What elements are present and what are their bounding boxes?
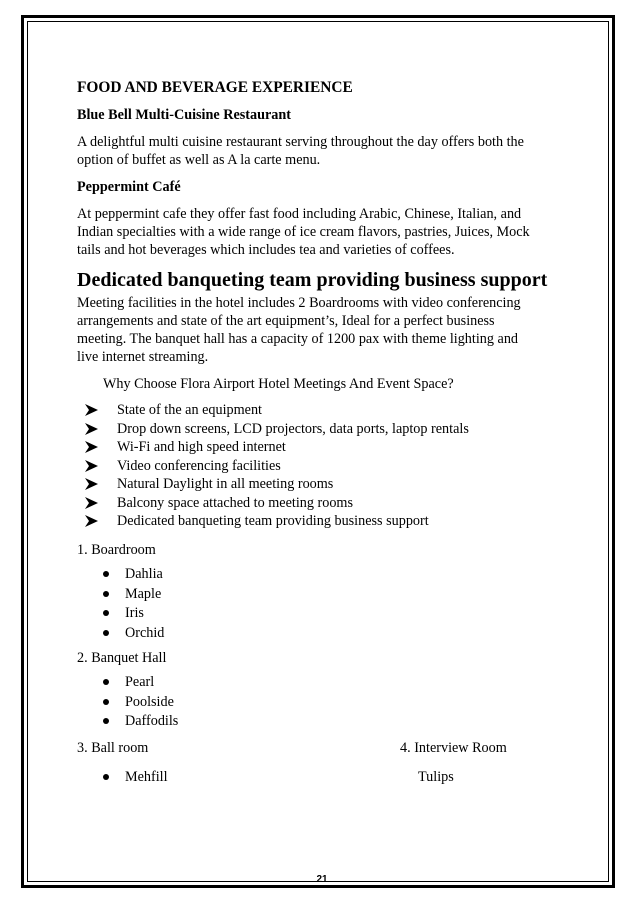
bullet-dot-icon [103,610,109,616]
arrow-bullet-icon [85,478,99,490]
text-line: meeting. The banquet hall has a capacity of 1200 pax with theme lighting and [77,331,519,347]
feature-text: Drop down screens, LCD projectors, data ports, laptop rentals [117,420,469,437]
list-item [77,420,557,439]
interview-room-item: Tulips [418,768,454,785]
boardroom-list [77,565,557,643]
ballroom-list [77,767,400,787]
list-item [77,584,557,604]
feature-text: Wi-Fi and high speed internet [117,439,286,456]
bullet-dot-icon [103,718,109,724]
ballroom-interview-items-row [77,767,557,787]
arrow-bullet-icon [85,423,99,435]
ballroom-interview-heading-row [77,739,557,757]
list-item [77,565,557,585]
bullet-dot-icon [103,591,109,597]
feature-text: State of the an equipment [117,402,262,419]
list-item [77,692,557,712]
arrow-bullet-icon [85,441,99,453]
text-line: option of buffet as well as A la carte menu. [77,152,321,168]
bullet-dot-icon [103,699,109,705]
section-title: FOOD AND BEVERAGE EXPERIENCE [77,79,353,96]
feature-text: Video conferencing facilities [117,457,281,474]
page-number: 21 [316,874,328,885]
banquet-hall-heading: 2. Banquet Hall [77,649,167,666]
banquet-heading: Dedicated banqueting team providing business support [77,269,548,291]
list-item [77,475,557,494]
feature-text: Natural Daylight in all meeting rooms [117,476,334,493]
text-line: tails and hot beverages which includes tea and varieties of coffees. [77,242,455,258]
feature-text: Dedicated banqueting team providing business support [117,513,429,530]
features-list [77,401,557,531]
arrow-bullet-icon [85,460,99,472]
banquet-hall-list [77,673,557,732]
venue-name: Poolside [125,693,174,710]
feature-text: Balcony space attached to meeting rooms [117,494,353,511]
venue-name: Mehfill [125,768,168,785]
page-number-container [0,874,638,885]
why-choose-question: Why Choose Flora Airport Hotel Meetings And Event Space? [103,376,454,392]
venue-name: Daffodils [125,713,179,730]
list-item [77,438,557,457]
text-line: arrangements and state of the art equipment’s, Ideal for a perfect business [77,313,495,329]
text-line: Indian specialties with a wide range of ice cream flavors, pastries, Juices, Mock [77,224,530,240]
document-page [77,79,557,787]
boardroom-heading: 1. Boardroom [77,541,156,558]
venue-name: Iris [125,605,144,622]
bullet-dot-icon [103,679,109,685]
restaurant-description-blue-bell [77,133,557,169]
list-item [77,712,557,732]
text-line: A delightful multi cuisine restaurant serving throughout the day offers both the [77,134,524,150]
list-item [77,494,557,513]
list-item [77,512,557,531]
text-line: At peppermint cafe they offer fast food including Arabic, Chinese, Italian, and [77,206,522,222]
list-item [77,401,557,420]
venue-name: Pearl [125,674,155,691]
restaurant-name-peppermint: Peppermint Café [77,179,181,195]
restaurant-name-blue-bell: Blue Bell Multi-Cuisine Restaurant [77,107,291,123]
venue-name: Maple [125,585,162,602]
arrow-bullet-icon [85,404,99,416]
interview-room-heading: 4. Interview Room [400,740,507,756]
ballroom-heading: 3. Ball room [77,740,149,756]
list-item [77,673,557,693]
restaurant-description-peppermint [77,205,557,259]
venue-name: Orchid [125,624,165,641]
bullet-dot-icon [103,571,109,577]
list-item [77,623,557,643]
list-item [77,457,557,476]
text-line: Meeting facilities in the hotel includes 2 Boardrooms with video conferencing [77,295,521,311]
bullet-dot-icon [103,774,109,780]
list-item [77,767,400,787]
venue-name: Dahlia [125,566,163,583]
bullet-dot-icon [103,630,109,636]
list-item [77,604,557,624]
arrow-bullet-icon [85,497,99,509]
text-line: live internet streaming. [77,349,209,365]
arrow-bullet-icon [85,515,99,527]
banquet-description [77,294,557,366]
